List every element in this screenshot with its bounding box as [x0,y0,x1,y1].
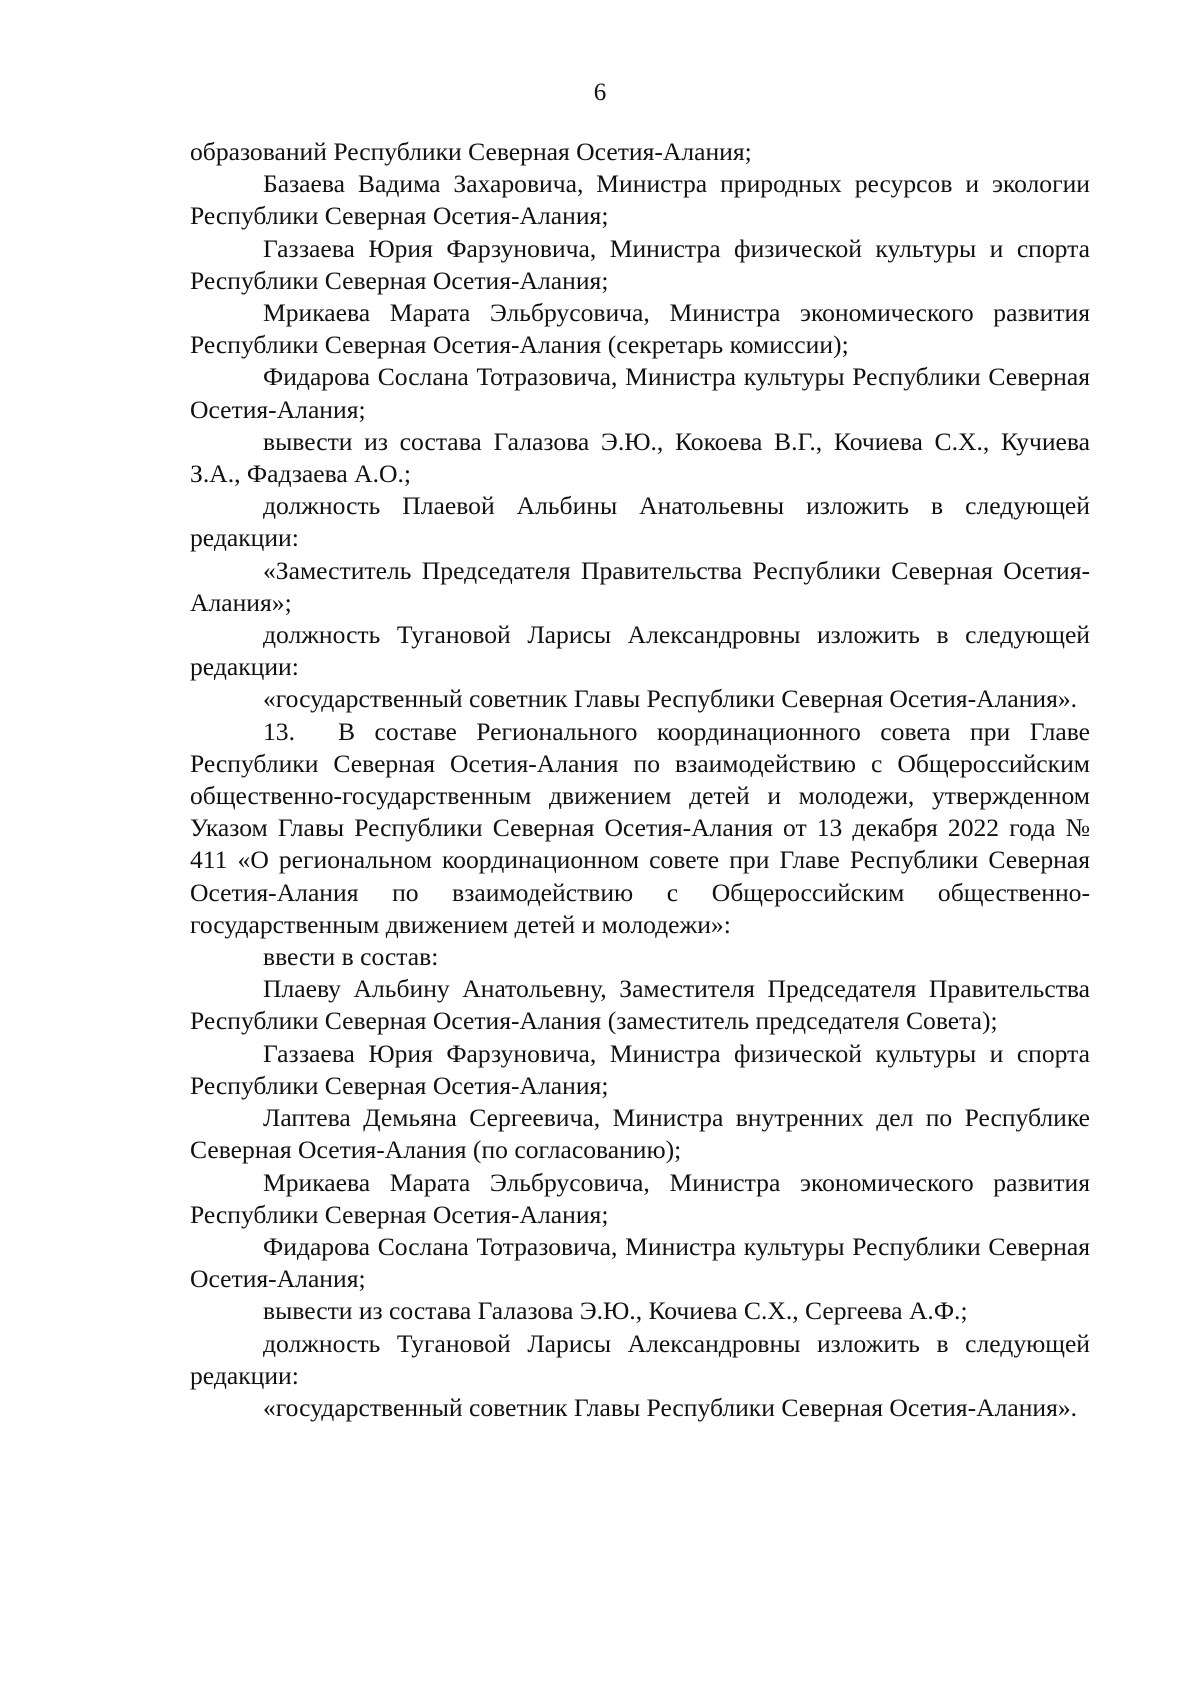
paragraph: «государственный советник Главы Республики Северная Осетия-Алания». [263,1392,1078,1422]
paragraph-number: 13. [263,716,295,746]
paragraph: образований Республики Северная Осетия-Алания; [190,137,752,166]
paragraph: должность Тугановой Ларисы Александровны изложить в следующей редакции: [190,620,1090,682]
paragraph: вывести из состава Галазова Э.Ю., Кокоева В.Г., Кочиева С.Х., Кучиева З.А., Фадзаева А.О.; [190,426,1090,489]
paragraph-text: В составе Регионального координационного совета при Главе Республики Северная Осетия-Алания по взаимодействию с Общероссийским общественно-государственным движением детей и молодежи, утвержденном Указом Главы Республики Северная Осетия-Алания от 13 декабря 2022 года № 411 «О региональном координационном совете при Главе Республики Северная Осетия-Алания по взаимодействию с Общероссийским общественно-государственным движением детей и молодежи»: [190,716,1090,939]
paragraph: «государственный советник Главы Республики Северная Осетия-Алания». [263,684,1078,714]
paragraph: «Заместитель Председателя Правительства Республики Северная Осетия-Алания»; [190,555,1090,617]
paragraph: Мрикаева Марата Эльбрусовича, Министра экономического развития Республики Северная Осетия-Алания (секретарь комиссии); [190,298,1090,360]
page-number: 6 [593,79,607,106]
paragraph: ввести в состав: [263,942,439,972]
document-body [190,136,1090,1424]
paragraph: вывести из состава Галазова Э.Ю., Кочиева С.Х., Сергеева А.Ф.; [263,1296,968,1326]
paragraph: должность Тугановой Ларисы Александровны изложить в следующей редакции: [190,1328,1090,1390]
paragraph: Фидарова Сослана Тотразовича, Министра культуры Республики Северная Осетия-Алания; [190,362,1090,424]
numbered-paragraph [190,716,1090,941]
paragraph: Базаева Вадима Захаровича, Министра природных ресурсов и экологии Республики Северная Осетия-Алания; [190,169,1090,231]
paragraph: Лаптева Демьяна Сергеевича, Министра внутренних дел по Республике Северная Осетия-Алания (по согласованию); [190,1103,1090,1165]
paragraph: должность Плаевой Альбины Анатольевны изложить в следующей редакции: [190,491,1090,553]
paragraph: Плаеву Альбину Анатольевну, Заместителя Председателя Правительства Республики Северная Осетия-Алания (заместитель председателя Совета); [190,974,1090,1036]
paragraph: Мрикаева Марата Эльбрусовича, Министра экономического развития Республики Северная Осетия-Алания; [190,1167,1090,1229]
paragraph: Газзаева Юрия Фарзуновича, Министра физической культуры и спорта Республики Северная Осетия-Алания; [190,1038,1090,1100]
paragraph: Фидарова Сослана Тотразовича, Министра культуры Республики Северная Осетия-Алания; [190,1231,1090,1294]
paragraph: Газзаева Юрия Фарзуновича, Министра физической культуры и спорта Республики Северная Осетия-Алания; [190,233,1090,295]
